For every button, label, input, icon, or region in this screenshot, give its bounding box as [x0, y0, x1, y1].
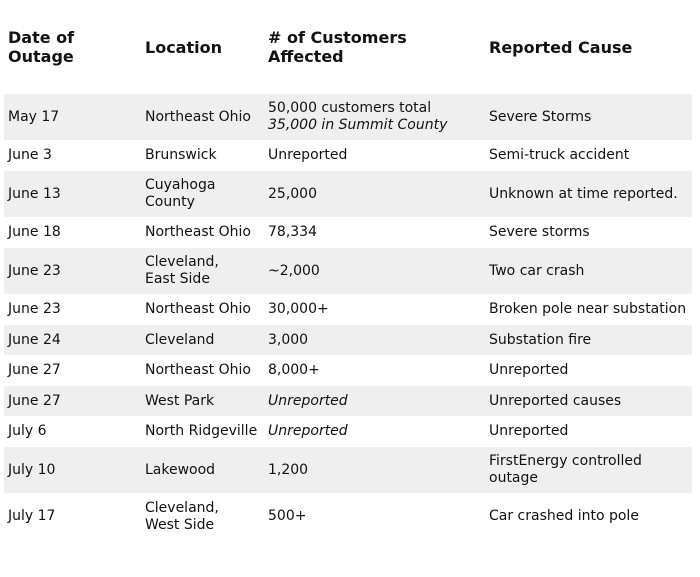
cell-location [141, 393, 264, 410]
table-header [4, 0, 692, 94]
cell-customers-line: 35,000 in Summit County [268, 117, 448, 133]
cell-date: June 27 [8, 392, 61, 409]
table-row [4, 94, 692, 140]
cell-date: June 23 [8, 262, 61, 279]
cell-location-line: Cleveland, [145, 499, 219, 516]
cell-location-line: Northeast Ohio [145, 108, 251, 125]
cell-customers [264, 332, 485, 349]
cell-customers-line: 3,000 [268, 331, 309, 348]
table-row [4, 171, 692, 217]
cell-customers-line: 25,000 [268, 185, 317, 202]
cell-customers-line: Unreported [268, 147, 348, 163]
cell-location [141, 423, 264, 440]
cell-customers [264, 462, 485, 479]
cell-location [141, 254, 264, 288]
table-row [4, 248, 692, 294]
cell-location-line: County [145, 194, 195, 210]
cell-location [141, 332, 264, 349]
cell-location-line: Lakewood [145, 461, 216, 478]
cell-cause-line: FirstEnergy controlled [489, 453, 642, 469]
cell-date: June 13 [8, 185, 61, 202]
header-date-line: Date of [8, 28, 75, 47]
cell-cause [485, 147, 692, 164]
cell-date: June 27 [8, 362, 61, 378]
cell-cause [485, 263, 692, 280]
cell-location [141, 462, 264, 479]
cell-cause [485, 224, 692, 241]
cell-cause [485, 186, 692, 203]
cell-cause-line: outage [489, 470, 539, 486]
cell-location-line: Northeast Ohio [145, 224, 251, 240]
table-row [4, 294, 692, 325]
cell-cause-line: Unknown at time reported. [489, 185, 678, 202]
cell-location-line: North Ridgeville [145, 423, 258, 439]
cell-location [141, 147, 264, 164]
header-date-line: Outage [8, 47, 74, 66]
cell-customers-line: 50,000 customers total [268, 100, 432, 116]
cell-location [141, 500, 264, 534]
cell-location-line: Cuyahoga [145, 177, 216, 193]
cell-customers [264, 393, 485, 410]
cell-location [141, 109, 264, 126]
cell-customers [264, 362, 485, 379]
cell-location [141, 301, 264, 318]
cell-location [141, 224, 264, 241]
table-row [4, 355, 692, 386]
outage-table [4, 0, 692, 540]
cell-cause-line: Unreported causes [489, 392, 622, 409]
cell-customers-line: 8,000+ [268, 362, 320, 378]
cell-customers-line: 1,200 [268, 461, 309, 478]
table-row [4, 416, 692, 447]
cell-date: June 18 [8, 224, 61, 240]
cell-location [141, 362, 264, 379]
header-location-text: Location [145, 37, 222, 57]
cell-cause [485, 453, 692, 487]
cell-cause-line: Semi-truck accident [489, 147, 630, 163]
cell-date: May 17 [8, 108, 60, 125]
cell-cause-line: Two car crash [489, 262, 585, 279]
table-row [4, 447, 692, 493]
cell-customers-line: Unreported [268, 423, 348, 439]
cell-date: June 24 [8, 331, 61, 348]
table-row [4, 217, 692, 248]
cell-location-line: East Side [145, 271, 210, 287]
cell-cause-line: Unreported [489, 423, 569, 439]
cell-location-line: Northeast Ohio [145, 301, 251, 317]
table-body [4, 94, 692, 540]
cell-cause-line: Severe Storms [489, 108, 592, 125]
cell-date: July 10 [8, 461, 56, 478]
cell-date: June 3 [8, 147, 52, 163]
cell-location [141, 177, 264, 211]
cell-cause [485, 301, 692, 318]
cell-cause-line: Substation fire [489, 331, 592, 348]
cell-customers [264, 186, 485, 203]
cell-date: July 17 [8, 508, 56, 524]
header-cause [485, 38, 692, 57]
cell-cause [485, 393, 692, 410]
cell-cause-line: Broken pole near substation [489, 301, 687, 317]
cell-customers-line: 78,334 [268, 224, 317, 240]
cell-customers [264, 263, 485, 280]
cell-customers-line: ~2,000 [268, 262, 320, 279]
cell-location-line: Brunswick [145, 147, 217, 163]
header-customers-line: Affected [268, 47, 344, 66]
cell-customers-line: 30,000+ [268, 301, 329, 317]
cell-customers [264, 224, 485, 241]
cell-cause-line: Severe storms [489, 224, 590, 240]
table-row [4, 493, 692, 540]
cell-customers [264, 508, 485, 525]
cell-customers-line: Unreported [268, 392, 348, 409]
cell-customers [264, 301, 485, 318]
cell-location-line: Cleveland [145, 331, 215, 348]
cell-location-line: West Park [145, 392, 215, 409]
cell-customers [264, 423, 485, 440]
cell-date: July 6 [8, 423, 47, 439]
cell-customers [264, 147, 485, 164]
header-location [141, 38, 264, 57]
cell-cause [485, 423, 692, 440]
header-customers [264, 28, 485, 66]
cell-customers [264, 100, 485, 134]
cell-location-line: Northeast Ohio [145, 362, 251, 378]
cell-cause-line: Unreported [489, 362, 569, 378]
header-customers-line: # of Customers [268, 28, 407, 47]
header-cause-text: Reported Cause [489, 37, 633, 57]
cell-cause [485, 109, 692, 126]
table-row [4, 325, 692, 355]
header-date [4, 28, 141, 66]
cell-cause [485, 362, 692, 379]
cell-cause [485, 332, 692, 349]
cell-cause [485, 508, 692, 525]
table-row [4, 386, 692, 416]
table-row [4, 140, 692, 171]
cell-location-line: West Side [145, 516, 215, 533]
cell-date: June 23 [8, 301, 61, 317]
cell-customers-line: 500+ [268, 508, 307, 524]
cell-location-line: Cleveland, [145, 254, 219, 270]
cell-cause-line: Car crashed into pole [489, 508, 639, 524]
